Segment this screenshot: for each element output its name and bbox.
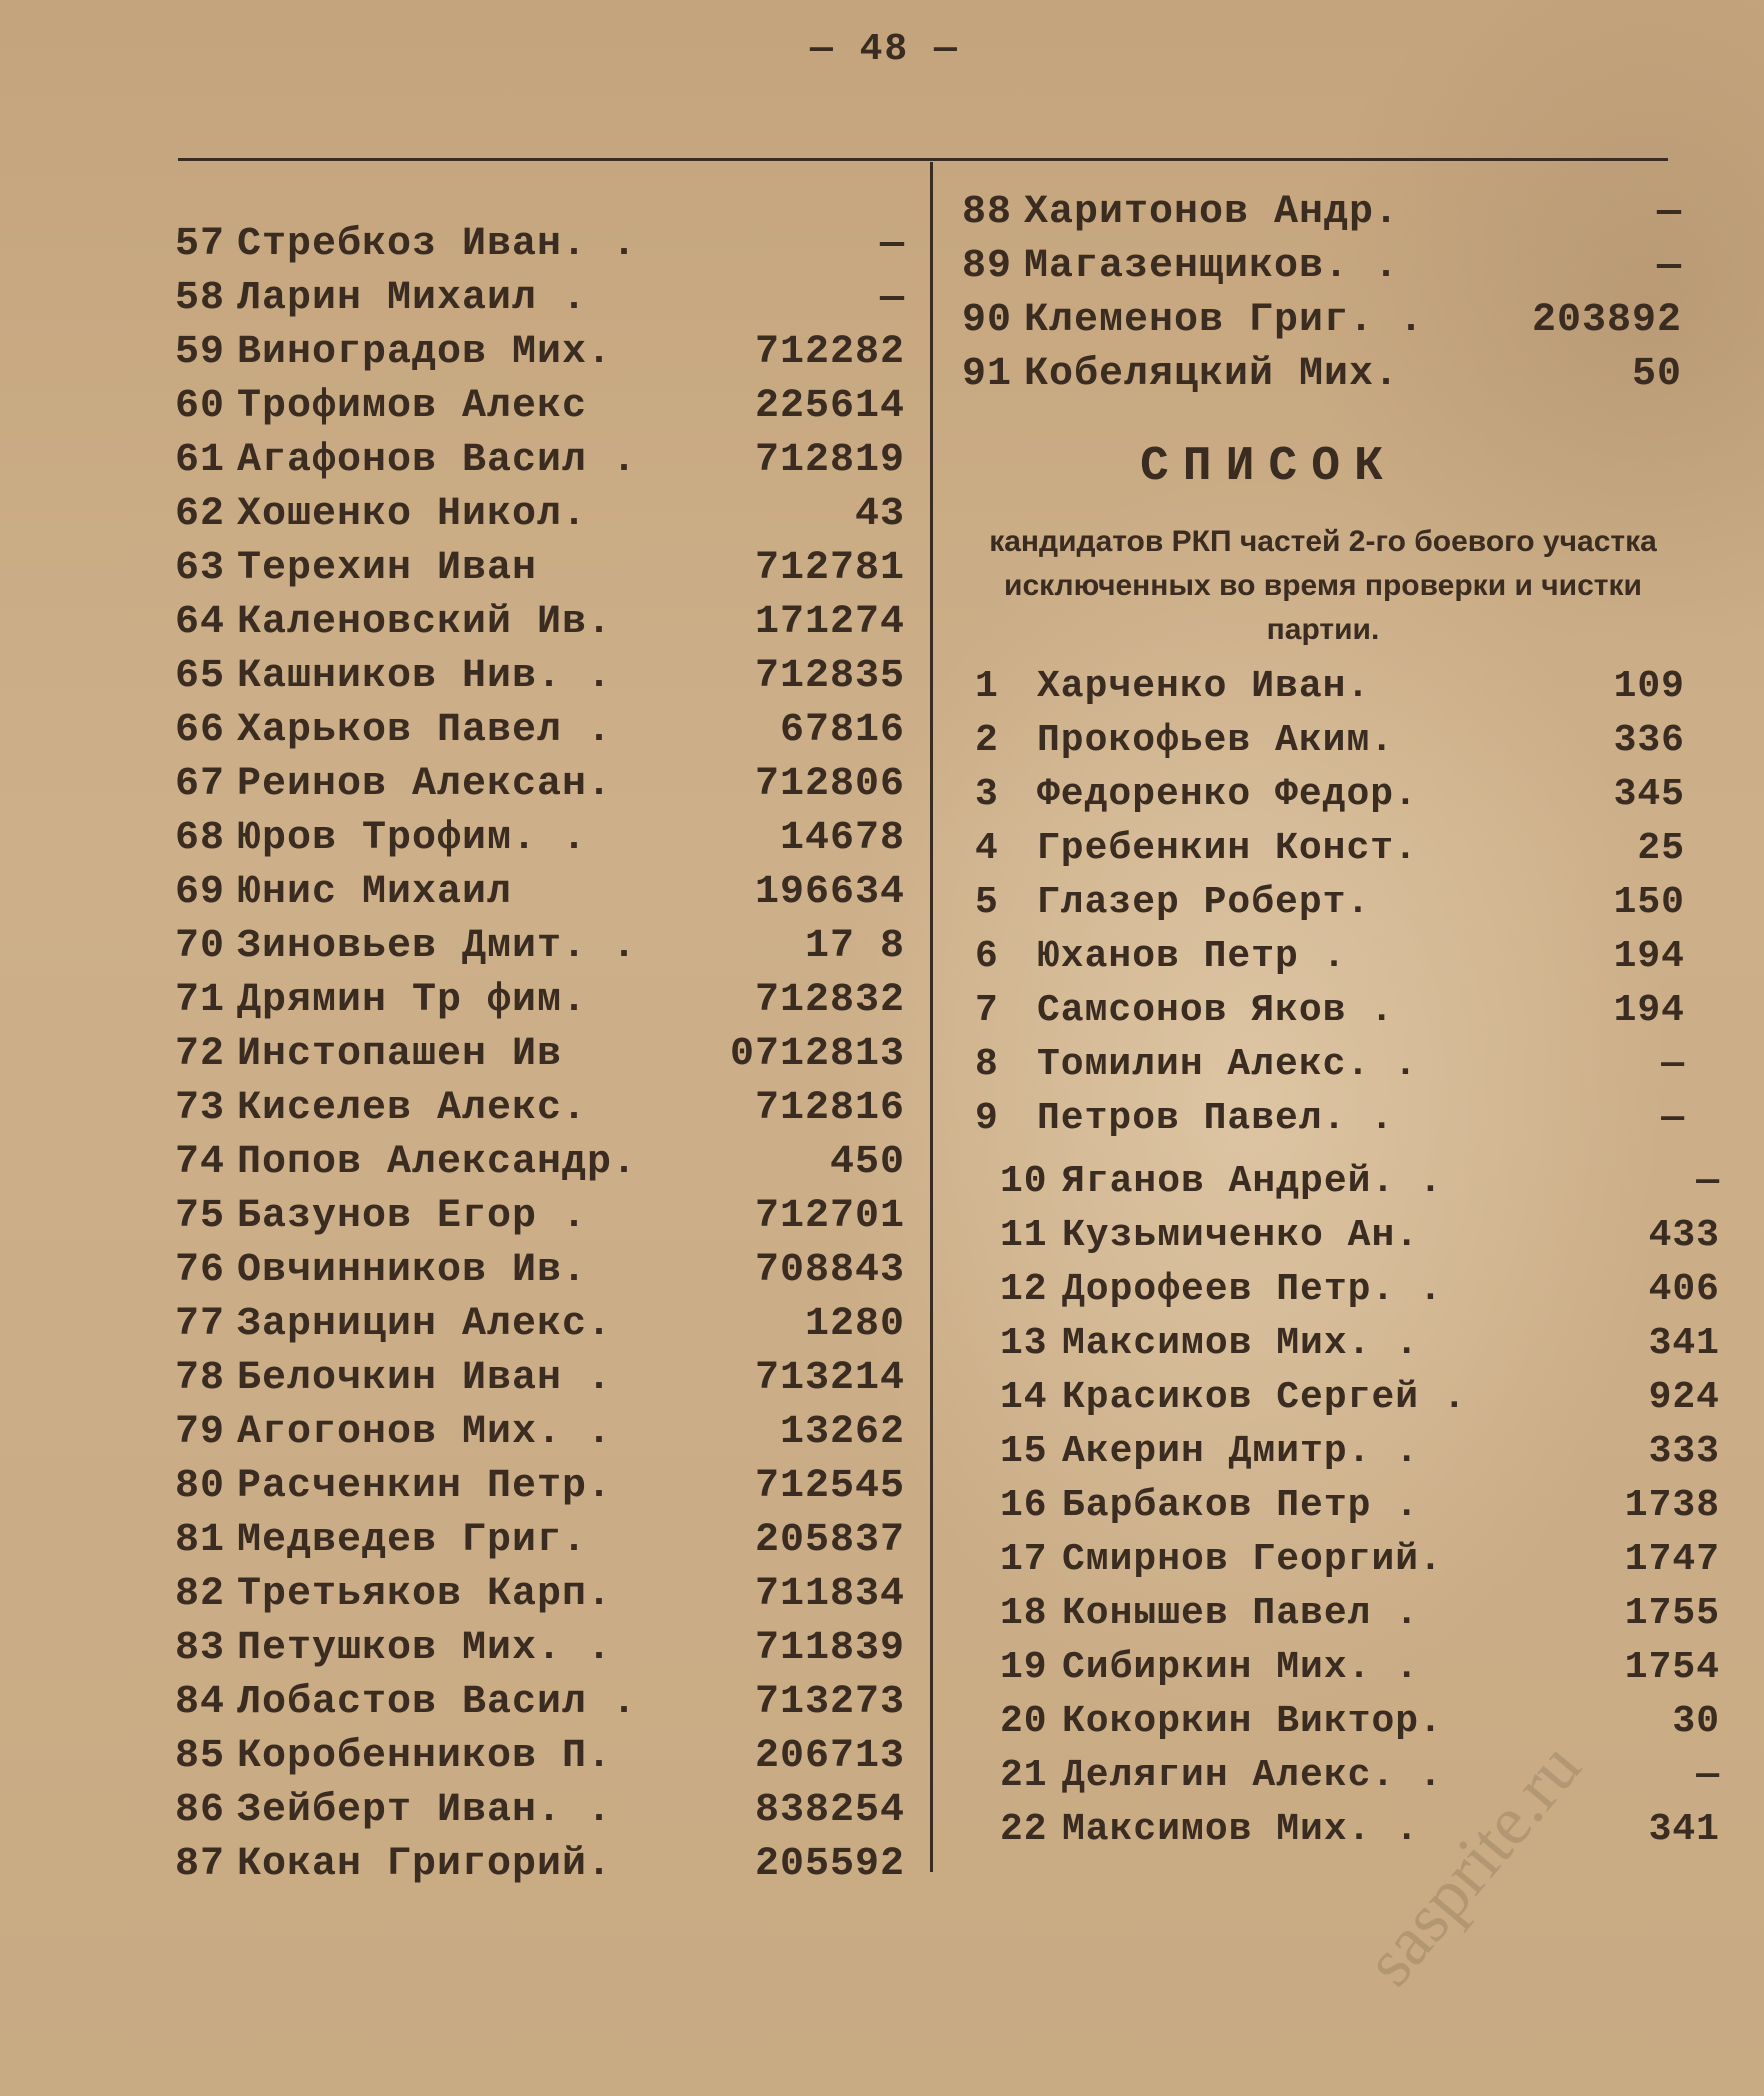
row-number: 57 (175, 222, 226, 267)
list-row (1000, 1700, 1720, 1754)
row-number: 72 (175, 1032, 226, 1077)
row-number: 81 (175, 1518, 226, 1563)
row-value: 712832 (754, 978, 905, 1023)
row-value: 1754 (1624, 1646, 1720, 1689)
list-row (175, 1356, 905, 1410)
row-number: 3 (975, 773, 999, 816)
list-row (975, 1097, 1685, 1151)
row-value: — (1661, 1043, 1685, 1086)
list-row (175, 276, 905, 330)
row-value: 341 (1648, 1808, 1720, 1851)
candidate-list-b (1000, 1160, 1720, 1862)
row-name: Кашников Нив. . (237, 654, 613, 699)
row-name: Дорофеев Петр. . (1062, 1268, 1443, 1311)
row-value: 924 (1648, 1376, 1720, 1419)
list-row (1000, 1430, 1720, 1484)
row-value: 336 (1613, 719, 1685, 762)
row-number: 18 (1000, 1592, 1048, 1635)
list-row (975, 989, 1685, 1043)
row-name: Смирнов Георгий. (1062, 1538, 1443, 1581)
row-number: 80 (175, 1464, 226, 1509)
row-value: 194 (1613, 989, 1685, 1032)
row-value: 345 (1613, 773, 1685, 816)
row-value: 67816 (779, 708, 905, 753)
section-title: СПИСОК (1140, 440, 1397, 494)
row-number: 79 (175, 1410, 226, 1455)
row-value: 1280 (804, 1302, 905, 1347)
row-name: Виноградов Мих. (237, 330, 613, 375)
row-name: Базунов Егор . (237, 1194, 588, 1239)
list-row (1000, 1484, 1720, 1538)
row-value: — (1696, 1754, 1720, 1797)
row-name: Харченко Иван. (1037, 665, 1371, 708)
row-value: 1755 (1624, 1592, 1720, 1635)
candidate-list-a (975, 665, 1685, 1151)
row-name: Федоренко Федор. (1037, 773, 1418, 816)
row-value: 712781 (754, 546, 905, 591)
row-name: Киселев Алекс. (237, 1086, 588, 1131)
row-value: 712545 (754, 1464, 905, 1509)
row-number: 22 (1000, 1808, 1048, 1851)
row-value: — (1661, 1097, 1685, 1140)
list-row (175, 222, 905, 276)
row-number: 67 (175, 762, 226, 807)
row-value: 708843 (754, 1248, 905, 1293)
list-row (962, 352, 1682, 406)
row-name: Конышев Павел . (1062, 1592, 1420, 1635)
row-value: 194 (1613, 935, 1685, 978)
row-number: 85 (175, 1734, 226, 1779)
row-name: Томилин Алекс. . (1037, 1043, 1418, 1086)
left-member-list (175, 222, 905, 1896)
list-row (175, 330, 905, 384)
row-value: — (1696, 1160, 1720, 1203)
list-row (962, 244, 1682, 298)
list-row (175, 870, 905, 924)
row-name: Акерин Дмитр. . (1062, 1430, 1420, 1473)
row-value: 712816 (754, 1086, 905, 1131)
row-value: 43 (854, 492, 905, 537)
list-row (1000, 1646, 1720, 1700)
row-value: 712282 (754, 330, 905, 375)
row-name: Харьков Павел . (237, 708, 613, 753)
row-value: 206713 (754, 1734, 905, 1779)
list-row (975, 773, 1685, 827)
right-member-list (962, 190, 1682, 406)
list-row (175, 1518, 905, 1572)
row-name: Красиков Сергей . (1062, 1376, 1467, 1419)
row-number: 70 (175, 924, 226, 969)
row-name: Белочкин Иван . (237, 1356, 613, 1401)
row-number: 83 (175, 1626, 226, 1671)
row-name: Агогонов Мих. . (237, 1410, 613, 1455)
row-number: 59 (175, 330, 226, 375)
row-value: 17 8 (804, 924, 905, 969)
row-number: 64 (175, 600, 226, 645)
list-row (1000, 1322, 1720, 1376)
row-number: 77 (175, 1302, 226, 1347)
list-row (1000, 1160, 1720, 1214)
row-value: 711834 (754, 1572, 905, 1617)
list-row (975, 935, 1685, 989)
row-number: 73 (175, 1086, 226, 1131)
row-name: Кокоркин Виктор. (1062, 1700, 1443, 1743)
row-name: Хошенко Никол. (237, 492, 588, 537)
header-rule (178, 158, 1668, 161)
row-number: 4 (975, 827, 999, 870)
row-number: 75 (175, 1194, 226, 1239)
row-value: 225614 (754, 384, 905, 429)
row-name: Коробенников П. (237, 1734, 613, 1779)
row-number: 90 (962, 298, 1013, 343)
row-number: 8 (975, 1043, 999, 1086)
watermark: sasprite.ru (1350, 1728, 1596, 2001)
row-number: 7 (975, 989, 999, 1032)
row-name: Зарницин Алекс. (237, 1302, 613, 1347)
row-name: Клеменов Григ. . (1024, 298, 1425, 343)
row-number: 10 (1000, 1160, 1048, 1203)
list-row (175, 1140, 905, 1194)
row-name: Максимов Мих. . (1062, 1322, 1420, 1365)
row-name: Глазер Роберт. (1037, 881, 1371, 924)
row-name: Яганов Андрей. . (1062, 1160, 1443, 1203)
row-name: Магазенщиков. . (1024, 244, 1400, 289)
row-value: 205837 (754, 1518, 905, 1563)
row-number: 5 (975, 881, 999, 924)
row-value: 713214 (754, 1356, 905, 1401)
row-number: 62 (175, 492, 226, 537)
row-name: Кузьмиченко Ан. (1062, 1214, 1420, 1257)
row-value: 171274 (754, 600, 905, 645)
list-row (1000, 1754, 1720, 1808)
row-name: Петушков Мих. . (237, 1626, 613, 1671)
row-value: 50 (1631, 352, 1682, 397)
row-value: 196634 (754, 870, 905, 915)
list-row (175, 1086, 905, 1140)
list-row (175, 1842, 905, 1896)
list-row (1000, 1376, 1720, 1430)
row-name: Ларин Михаил . (237, 276, 588, 321)
row-value: 0712813 (729, 1032, 905, 1077)
list-row (962, 190, 1682, 244)
row-name: Юханов Петр . (1037, 935, 1347, 978)
list-row (1000, 1808, 1720, 1862)
row-name: Петров Павел. . (1037, 1097, 1395, 1140)
list-row (175, 600, 905, 654)
row-number: 20 (1000, 1700, 1048, 1743)
row-number: 66 (175, 708, 226, 753)
list-row (175, 438, 905, 492)
row-value: 14678 (779, 816, 905, 861)
row-value: 341 (1648, 1322, 1720, 1365)
row-name: Максимов Мих. . (1062, 1808, 1420, 1851)
row-value: 713273 (754, 1680, 905, 1725)
list-row (175, 654, 905, 708)
row-number: 58 (175, 276, 226, 321)
list-row (175, 1572, 905, 1626)
list-row (175, 1194, 905, 1248)
row-number: 2 (975, 719, 999, 762)
list-row (175, 546, 905, 600)
row-number: 21 (1000, 1754, 1048, 1797)
row-name: Делягин Алекс. . (1062, 1754, 1443, 1797)
row-name: Прокофьев Аким. (1037, 719, 1395, 762)
row-value: 333 (1648, 1430, 1720, 1473)
row-number: 71 (175, 978, 226, 1023)
row-number: 68 (175, 816, 226, 861)
row-name: Реинов Алексан. (237, 762, 613, 807)
list-row (175, 1302, 905, 1356)
row-number: 14 (1000, 1376, 1048, 1419)
row-value: 1738 (1624, 1484, 1720, 1527)
list-row (175, 978, 905, 1032)
row-number: 15 (1000, 1430, 1048, 1473)
column-divider (930, 162, 933, 1872)
row-number: 13 (1000, 1322, 1048, 1365)
row-number: 69 (175, 870, 226, 915)
row-number: 91 (962, 352, 1013, 397)
row-value: — (1656, 244, 1682, 289)
row-name: Терехин Иван (237, 546, 538, 591)
row-value: 30 (1672, 1700, 1720, 1743)
row-number: 89 (962, 244, 1013, 289)
row-name: Агафонов Васил . (237, 438, 638, 483)
row-value: 711839 (754, 1626, 905, 1671)
row-number: 1 (975, 665, 999, 708)
section-subtitle: кандидатов РКП частей 2-го боевого участка исключенных во время проверки и чистки партии. (989, 525, 1657, 646)
row-name: Овчинников Ив. (237, 1248, 588, 1293)
row-value: 203892 (1531, 298, 1682, 343)
list-row (975, 1043, 1685, 1097)
row-name: Медведев Григ. (237, 1518, 588, 1563)
row-value: — (879, 276, 905, 321)
list-row (175, 384, 905, 438)
row-number: 9 (975, 1097, 999, 1140)
row-number: 65 (175, 654, 226, 699)
row-name: Трофимов Алекс (237, 384, 588, 429)
row-number: 16 (1000, 1484, 1048, 1527)
row-name: Кобеляцкий Мих. (1024, 352, 1400, 397)
list-row (1000, 1592, 1720, 1646)
row-name: Зейберт Иван. . (237, 1788, 613, 1833)
row-value: 406 (1648, 1268, 1720, 1311)
row-value: 712819 (754, 438, 905, 483)
row-value: 109 (1613, 665, 1685, 708)
row-number: 87 (175, 1842, 226, 1887)
row-number: 19 (1000, 1646, 1048, 1689)
row-number: 11 (1000, 1214, 1048, 1257)
list-row (175, 1410, 905, 1464)
list-row (175, 924, 905, 978)
row-name: Харитонов Андр. (1024, 190, 1400, 235)
row-value: 13262 (779, 1410, 905, 1455)
row-value: 450 (829, 1140, 905, 1185)
list-row (975, 665, 1685, 719)
list-row (175, 708, 905, 762)
list-row (175, 1788, 905, 1842)
row-name: Инстопашен Ив (237, 1032, 563, 1077)
row-number: 12 (1000, 1268, 1048, 1311)
row-value: — (1656, 190, 1682, 235)
row-value: 712806 (754, 762, 905, 807)
list-row (975, 881, 1685, 935)
row-number: 17 (1000, 1538, 1048, 1581)
row-number: 82 (175, 1572, 226, 1617)
list-row (175, 1464, 905, 1518)
list-row (175, 1248, 905, 1302)
row-name: Каленовский Ив. (237, 600, 613, 645)
row-name: Дрямин Тр фим. (237, 978, 588, 1023)
row-number: 84 (175, 1680, 226, 1725)
list-row (175, 1734, 905, 1788)
row-number: 88 (962, 190, 1013, 235)
page-number: — 48 — (810, 28, 959, 71)
list-row (1000, 1538, 1720, 1592)
row-name: Юров Трофим. . (237, 816, 588, 861)
list-row (175, 816, 905, 870)
row-number: 86 (175, 1788, 226, 1833)
list-row (175, 762, 905, 816)
row-name: Барбаков Петр . (1062, 1484, 1420, 1527)
row-value: 838254 (754, 1788, 905, 1833)
list-row (975, 719, 1685, 773)
row-number: 74 (175, 1140, 226, 1185)
list-row (975, 827, 1685, 881)
row-name: Расченкин Петр. (237, 1464, 613, 1509)
row-value: 205592 (754, 1842, 905, 1887)
list-row (962, 298, 1682, 352)
list-row (175, 1032, 905, 1086)
row-name: Попов Александр. (237, 1140, 638, 1185)
row-name: Стребкоз Иван. . (237, 222, 638, 267)
list-row (1000, 1268, 1720, 1322)
row-name: Зиновьев Дмит. . (237, 924, 638, 969)
list-row (175, 1680, 905, 1734)
row-value: — (879, 222, 905, 267)
row-value: 1747 (1624, 1538, 1720, 1581)
row-value: 712835 (754, 654, 905, 699)
row-name: Сибиркин Мих. . (1062, 1646, 1420, 1689)
row-number: 76 (175, 1248, 226, 1293)
row-value: 433 (1648, 1214, 1720, 1257)
list-row (175, 492, 905, 546)
row-value: 25 (1637, 827, 1685, 870)
row-value: 712701 (754, 1194, 905, 1239)
row-number: 6 (975, 935, 999, 978)
row-name: Юнис Михаил (237, 870, 513, 915)
row-name: Самсонов Яков . (1037, 989, 1395, 1032)
list-row (175, 1626, 905, 1680)
row-name: Гребенкин Конст. (1037, 827, 1418, 870)
row-number: 60 (175, 384, 226, 429)
row-number: 61 (175, 438, 226, 483)
list-row (1000, 1214, 1720, 1268)
row-name: Третьяков Карп. (237, 1572, 613, 1617)
row-name: Кокан Григорий. (237, 1842, 613, 1887)
row-value: 150 (1613, 881, 1685, 924)
row-name: Лобастов Васил . (237, 1680, 638, 1725)
row-number: 63 (175, 546, 226, 591)
row-number: 78 (175, 1356, 226, 1401)
